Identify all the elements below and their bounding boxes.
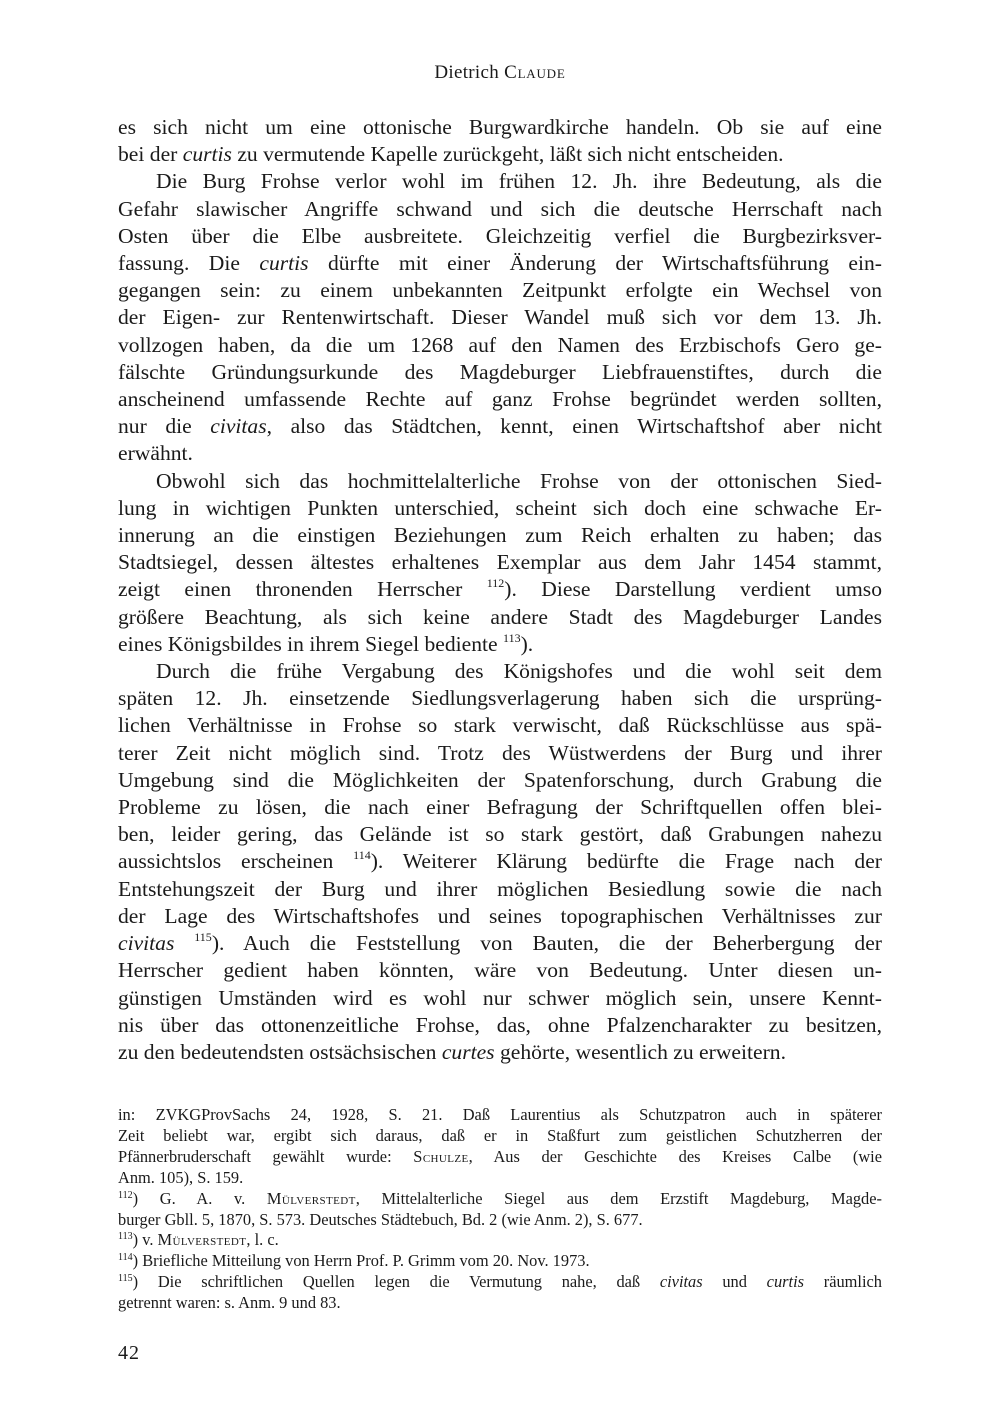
text-run: zu vermutende Kapelle zurückgeht, läßt sich nicht entscheiden. [231, 142, 784, 167]
body-line [118, 223, 882, 250]
footnote-line [118, 1230, 882, 1251]
text-run: anscheinend umfassende Rechte auf ganz Frohse begründet werden sollten, [118, 387, 882, 412]
text-run: ). [520, 631, 534, 656]
text-run: ben, leider gering, das Gelände ist so stark gestört, daß Grabungen nahezu [118, 822, 882, 847]
text-run: Anm. 105), S. 159. [118, 1167, 244, 1187]
text-run: , also das Städtchen, kennt, einen Wirtschaftshof aber nicht [266, 414, 882, 439]
italic-term: curtes [441, 1039, 495, 1064]
footnote-line [118, 1272, 882, 1293]
footnotes [118, 1105, 882, 1314]
body-line [118, 876, 882, 903]
header-author-first: Dietrich [434, 62, 500, 83]
italic-term: civitas [210, 414, 267, 439]
header-author-last: Claude [504, 62, 566, 83]
text-run: gegangen sein: zu einem unbekannten Zeitpunkt erfolgte ein Wechsel von [118, 278, 882, 303]
text-run: nur die [118, 414, 211, 439]
text-run: der Eigen- zur Rentenwirtschaft. Dieser Wandel muß sich vor dem 13. Jh. [118, 305, 882, 330]
text-run [174, 931, 194, 955]
footnote-marker: 113 [118, 1231, 133, 1243]
body-line [118, 114, 882, 141]
text-run: Probleme zu lösen, die nach einer Befragung der Schriftquellen offen blei- [118, 795, 882, 820]
text-run: Obwohl sich das hochmittelalterliche Frohse von der ottonischen Sied- [156, 468, 882, 493]
text-run: in: ZVKGProvSachs 24, 1928, S. 21. Daß Laurentius als Schutzpatron auch in späterer [118, 1105, 882, 1124]
text-run: ). Weiterer Klärung bedürfte die Frage nach der [370, 849, 882, 874]
body-line [118, 794, 882, 821]
body-line [118, 495, 882, 522]
footnote-marker: 115 [118, 1273, 133, 1285]
body-line [118, 332, 882, 359]
text-run: erwähnt. [118, 441, 193, 466]
body-line [118, 277, 882, 304]
text-run: ). Auch die Feststellung von Bauten, die der Beherbergung der [211, 931, 882, 956]
text-run: späten 12. Jh. einsetzende Siedlungsverlagerung haben sich die ursprüng- [118, 686, 882, 711]
italic-term: civitas [118, 931, 175, 956]
italic-term: curtis [182, 142, 232, 167]
text-run: zeigt einen thronenden Herrscher [118, 577, 487, 602]
text-run: gehörte, wesentlich zu erweitern. [494, 1039, 786, 1064]
text-run: , l. c. [246, 1230, 279, 1250]
text-run: aussichtslos erscheinen [118, 849, 354, 874]
text-run: es sich nicht um eine ottonische Burgwardkirche handeln. Ob sie auf eine [118, 115, 882, 139]
text-run: ). Diese Darstellung verdient umso [504, 577, 882, 602]
text-run: lung in wichtigen Punkten unterschied, scheint sich doch eine schwache Er- [118, 495, 882, 520]
footnote-line [118, 1293, 882, 1314]
text-run: Pfännerbruderschaft gewählt wurde: [118, 1146, 414, 1166]
footnote-line [118, 1147, 882, 1168]
text-run: burger Gbll. 5, 1870, S. 573. Deutsches Städtebuch, Bd. 2 (wie Anm. 2), S. 677. [118, 1209, 643, 1229]
author-name: Mülverstedt [266, 1188, 356, 1208]
body-line [118, 821, 882, 848]
body-line [118, 359, 882, 386]
body-line [118, 196, 882, 223]
body-line [118, 468, 882, 495]
text-run: größere Beachtung, als sich keine andere Stadt des Magdeburger Landes [118, 604, 882, 629]
page-number: 42 [118, 1342, 140, 1364]
body-line [118, 386, 882, 413]
text-run: Durch die frühe Vergabung des Königshofes und die wohl seit dem [156, 659, 882, 684]
body-line [118, 848, 882, 875]
body-line [118, 304, 882, 331]
text-run: ) v. [132, 1230, 158, 1250]
text-run: , Mittelalterliche Siegel aus dem Erzstift Magdeburg, Magde- [355, 1188, 882, 1208]
footnote-marker: 112 [118, 1189, 133, 1201]
text-run: terer Zeit nicht möglich sind. Trotz des Wüstwerdens der Burg und ihrer [118, 740, 882, 765]
italic-term: civitas [659, 1272, 703, 1292]
text-run: fassung. Die [118, 251, 260, 276]
footnote-marker: 115 [194, 930, 212, 945]
text-run: Stadtsiegel, dessen ältestes erhaltenes Exemplar aus dem Jahr 1454 stammt, [118, 550, 882, 575]
footnote-line [118, 1126, 882, 1147]
body-line [118, 631, 882, 658]
running-header [0, 62, 1000, 84]
footnote-marker: 113 [503, 630, 521, 645]
text-run: Die Burg Frohse verlor wohl im frühen 12. Jh. ihre Bedeutung, als die [156, 169, 882, 194]
author-name: Mülverstedt [157, 1230, 247, 1250]
body-line [118, 604, 882, 631]
text-run: der Lage des Wirtschaftshofes und seines topographischen Verhältnisses zur [118, 903, 882, 928]
body-line [118, 168, 882, 195]
text-run: eines Königsbildes in ihrem Siegel bediente [118, 631, 504, 656]
body-line [118, 658, 882, 685]
text-run: Gefahr slawischer Angriffe schwand und sich die deutsche Herrschaft nach [118, 196, 882, 221]
body-line [118, 985, 882, 1012]
text-run: dürfte mit einer Änderung der Wirtschaftsführung ein- [308, 251, 882, 276]
italic-term: curtis [259, 251, 309, 276]
body-line [118, 413, 882, 440]
body-line [118, 1012, 882, 1039]
footnote-line [118, 1168, 882, 1189]
body-line [118, 903, 882, 930]
text-run: ) G. A. v. [132, 1188, 267, 1208]
text-run: ) Die schriftlichen Quellen legen die Vermutung nahe, daß [132, 1272, 660, 1292]
text-run: bei der [118, 142, 183, 167]
text-run: und [702, 1272, 767, 1292]
body-line [118, 576, 882, 603]
italic-term: curtis [766, 1272, 805, 1292]
author-name: Schulze [413, 1146, 469, 1166]
text-run: günstigen Umständen wird es wohl nur schwer möglich sein, unsere Kennt- [118, 985, 882, 1010]
text-run: innerung an die einstigen Beziehungen zum Reich erhalten zu haben; das [118, 523, 882, 548]
text-run: Entstehungszeit der Burg und ihrer möglichen Besiedlung sowie die nach [118, 876, 882, 901]
body-line [118, 549, 882, 576]
text-run: Herrscher gedient haben könnten, wäre von Bedeutung. Unter diesen un- [118, 958, 882, 983]
text-run: Umgebung sind die Möglichkeiten der Spatenforschung, durch Grabung die [118, 767, 882, 792]
footnote-marker: 112 [486, 576, 505, 591]
body-line [118, 1039, 882, 1066]
footnote-marker: 114 [118, 1252, 133, 1264]
footnote-marker: 114 [353, 848, 371, 863]
text-run: ) Briefliche Mitteilung von Herrn Prof. P. Grimm vom 20. Nov. 1973. [132, 1251, 590, 1271]
footnote-line [118, 1251, 882, 1272]
footnote-line [118, 1189, 882, 1210]
text-run: nis über das ottonenzeitliche Frohse, das, ohne Pfalzencharakter zu besitzen, [118, 1012, 882, 1037]
text-run: lichen Verhältnisse in Frohse so stark verwischt, daß Rückschlüsse aus spä- [118, 713, 882, 738]
text-run: getrennt waren: s. Anm. 9 und 83. [118, 1293, 341, 1313]
text-run: Osten über die Elbe ausbreitete. Gleichzeitig verfiel die Burgbezirksver- [118, 223, 882, 248]
text-run: vollzogen haben, da die um 1268 auf den Namen des Erzbischofs Gero ge- [118, 332, 882, 357]
body-line [118, 250, 882, 277]
body-line [118, 712, 882, 739]
text-run: räumlich [804, 1272, 882, 1292]
text-run: , Aus der Geschichte des Kreises Calbe (wie [468, 1146, 882, 1166]
main-text [118, 114, 882, 1066]
body-line [118, 740, 882, 767]
body-line [118, 141, 882, 168]
body-line [118, 522, 882, 549]
body-line [118, 930, 882, 957]
body-line [118, 767, 882, 794]
text-run: Zeit beliebt war, ergibt sich daraus, daß er in Staßfurt zum geistlichen Schutzherren der [118, 1125, 882, 1145]
body-line [118, 440, 882, 467]
footnote-line [118, 1210, 882, 1231]
text-run: fälschte Gründungsurkunde des Magdeburger Liebfrauenstiftes, durch die [118, 359, 882, 384]
footnote-line [118, 1105, 882, 1126]
body-line [118, 685, 882, 712]
body-line [118, 957, 882, 984]
text-run: zu den bedeutendsten ostsächsischen [118, 1039, 442, 1064]
